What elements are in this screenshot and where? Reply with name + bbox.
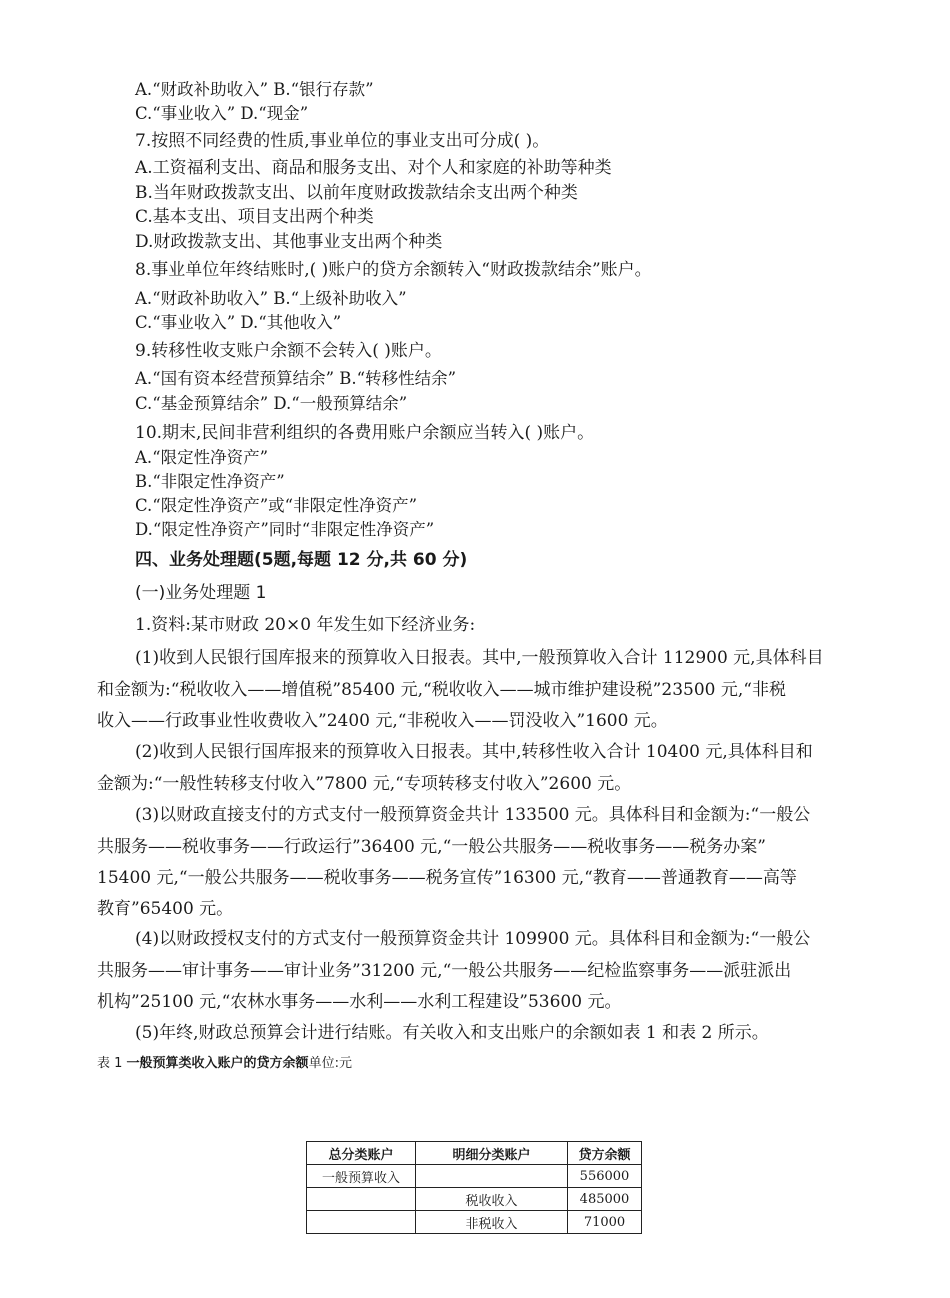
question-7: 7.按照不同经费的性质,事业单位的事业支出可分成( )。 <box>135 131 550 151</box>
question-9: 9.转移性收支账户余额不会转入( )账户。 <box>135 341 442 361</box>
q7-option-c: C.基本支出、项目支出两个种类 <box>135 207 374 227</box>
table-row <box>307 1188 642 1211</box>
q8-options-ab: A.“财政补助收入” B.“上级补助收入” <box>135 289 407 308</box>
table-row <box>307 1165 642 1188</box>
problem-para-2-line-2: 金额为:“一般性转移支付收入”7800 元,“专项转移支付收入”2600 元。 <box>97 774 632 794</box>
q9-options-cd: C.“基金预算结余” D.“一般预算结余” <box>135 394 408 413</box>
q10-option-a: A.“限定性净资产” <box>135 448 269 467</box>
header-credit-balance: 贷方余额 <box>568 1142 642 1165</box>
table-caption-unit: 单位:元 <box>308 1056 352 1071</box>
problem-para-3-line-3: 15400 元,“一般公共服务——税收事务——税务宣传”16300 元,“教育——普通教育——高等 <box>97 868 797 888</box>
table-cell <box>307 1211 416 1234</box>
table-header-row <box>307 1142 642 1165</box>
table-caption-title: 一般预算类收入账户的贷方余额 <box>126 1056 309 1071</box>
q7-option-a: A.工资福利支出、商品和服务支出、对个人和家庭的补助等种类 <box>135 158 612 178</box>
question-10: 10.期末,民间非营利组织的各费用账户余额应当转入( )账户。 <box>135 423 595 443</box>
q9-options-ab: A.“国有资本经营预算结余” B.“转移性结余” <box>135 369 457 388</box>
balance-table <box>306 1141 642 1234</box>
table-row <box>307 1211 642 1234</box>
q8-options-cd: C.“事业收入” D.“其他收入” <box>135 313 342 332</box>
problem-para-4-line-1: (4)以财政授权支付的方式支付一般预算资金共计 109900 元。具体科目和金额为:“一般公 <box>135 929 811 949</box>
table-cell: 485000 <box>568 1188 642 1211</box>
problem-intro: 1.资料:某市财政 20×0 年发生如下经济业务: <box>135 615 476 635</box>
table-cell: 556000 <box>568 1165 642 1188</box>
table-cell: 非税收入 <box>416 1211 568 1234</box>
q7-option-d: D.财政拨款支出、其他事业支出两个种类 <box>135 232 443 252</box>
table-cell <box>307 1188 416 1211</box>
problem-para-3-line-2: 共服务——税收事务——行政运行”36400 元,“一般公共服务——税收事务——税务办案” <box>97 837 766 857</box>
problem-para-4-line-2: 共服务——审计事务——审计业务”31200 元,“一般公共服务——纪检监察事务——派驻派出 <box>97 961 792 981</box>
q6-options-ab: A.“财政补助收入” B.“银行存款” <box>135 80 374 99</box>
q7-option-b: B.当年财政拨款支出、以前年度财政拨款结余支出两个种类 <box>135 183 578 203</box>
table-cell: 一般预算收入 <box>307 1165 416 1188</box>
table-cell: 71000 <box>568 1211 642 1234</box>
section-heading: 四、业务处理题(5题,每题 12 分,共 60 分) <box>135 550 468 570</box>
q6-options-cd: C.“事业收入” D.“现金” <box>135 104 309 123</box>
table-caption-number: 表 1 <box>97 1056 127 1071</box>
header-general-ledger: 总分类账户 <box>307 1142 416 1165</box>
problem-para-5: (5)年终,财政总预算会计进行结账。有关收入和支出账户的余额如表 1 和表 2 所示。 <box>135 1023 769 1043</box>
header-subsidiary-ledger: 明细分类账户 <box>416 1142 568 1165</box>
problem-para-2-line-1: (2)收到人民银行国库报来的预算收入日报表。其中,转移性收入合计 10400 元,具体科目和 <box>135 742 813 762</box>
problem-para-4-line-3: 机构”25100 元,“农林水事务——水利——水利工程建设”53600 元。 <box>97 992 622 1012</box>
q10-option-c: C.“限定性净资产”或“非限定性净资产” <box>135 496 418 515</box>
problem-para-1-line-2: 和金额为:“税收收入——增值税”85400 元,“税收收入——城市维护建设税”23500 元,“非税 <box>97 680 786 700</box>
q10-option-b: B.“非限定性净资产” <box>135 472 285 491</box>
problem-para-1-line-3: 收入——行政事业性收费收入”2400 元,“非税收入——罚没收入”1600 元。 <box>97 711 668 731</box>
table-cell: 税收收入 <box>416 1188 568 1211</box>
subsection-heading: (一)业务处理题 1 <box>135 583 267 603</box>
problem-para-1-line-1: (1)收到人民银行国库报来的预算收入日报表。其中,一般预算收入合计 112900 元,具体科目 <box>135 648 824 668</box>
table-caption <box>97 1052 352 1071</box>
q10-option-d: D.“限定性净资产”同时“非限定性净资产” <box>135 520 435 539</box>
problem-para-3-line-1: (3)以财政直接支付的方式支付一般预算资金共计 133500 元。具体科目和金额为:“一般公 <box>135 805 811 825</box>
problem-para-3-line-4: 教育”65400 元。 <box>97 899 234 919</box>
question-8: 8.事业单位年终结账时,( )账户的贷方余额转入“财政拨款结余”账户。 <box>135 260 652 280</box>
table-cell <box>416 1165 568 1188</box>
